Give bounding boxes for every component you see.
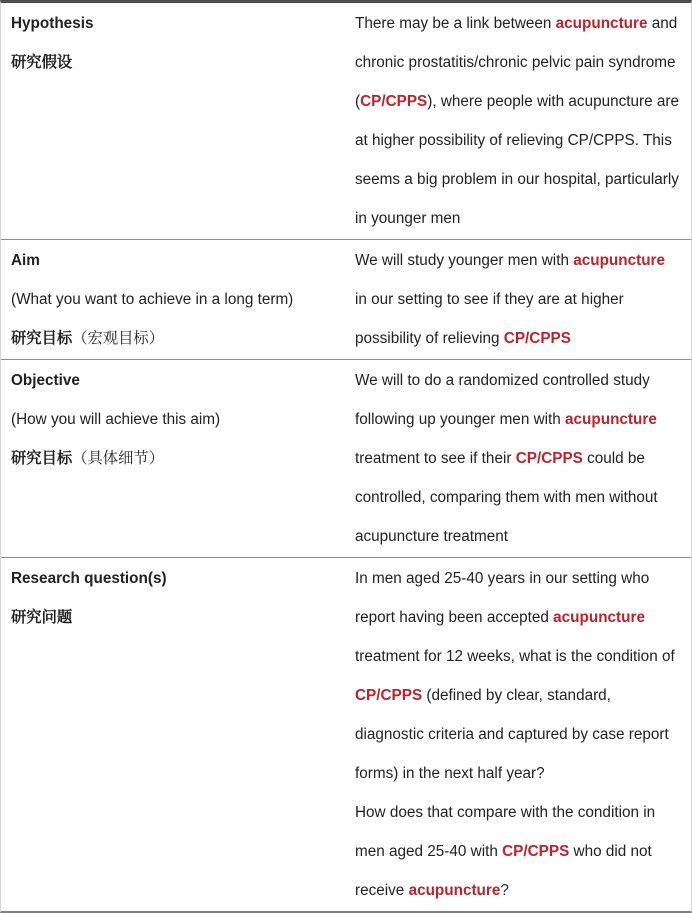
content-text: who did not receive: [355, 843, 652, 899]
content-paragraph: [355, 793, 681, 910]
row-label-research-questions: [1, 558, 346, 911]
content-text: ), where people with acupuncture are at higher possibility of relieving CP/CPPS. This seems a big problem in our hospital, particularly in younger men: [355, 93, 679, 227]
label-line: [11, 4, 334, 43]
row-content-hypothesis: [346, 3, 691, 239]
label-line: [11, 361, 334, 400]
table-row-research-questions: [1, 557, 691, 911]
label-text-bold: 研究问题: [11, 609, 73, 626]
content-text: We will to do a randomized controlled study following up younger men with: [355, 372, 650, 428]
content-text: could be controlled, comparing them with men without acupuncture treatment: [355, 450, 658, 545]
label-text-bold: Hypothesis: [11, 15, 94, 32]
label-text-bold: Objective: [11, 372, 80, 389]
highlighted-term: acupuncture: [573, 252, 666, 269]
row-content-aim: [346, 240, 691, 359]
table-row-aim: [1, 239, 691, 359]
highlighted-term: CP/CPPS: [355, 687, 423, 704]
content-text: (defined by clear, standard, diagnostic criteria and captured by case report forms) in the next half year?: [355, 687, 669, 782]
content-text: In men aged 25-40 years in our setting who report having been accepted: [355, 570, 650, 626]
content-text: We will study younger men with: [355, 252, 574, 269]
highlighted-term: acupuncture: [408, 882, 501, 899]
label-line: [11, 559, 334, 598]
highlighted-term: acupuncture: [565, 411, 657, 428]
highlighted-term: CP/CPPS: [515, 450, 583, 467]
highlighted-term: CP/CPPS: [503, 330, 571, 347]
highlighted-term: CP/CPPS: [360, 93, 428, 110]
label-text-bold: Aim: [11, 252, 40, 269]
label-text: (How you will achieve this aim): [11, 411, 221, 428]
label-text: （具体细节）: [72, 450, 164, 467]
label-line: [11, 439, 334, 478]
label-line: [11, 43, 334, 82]
label-text-bold: 研究假设: [11, 54, 73, 71]
row-label-hypothesis: [1, 3, 346, 239]
content-paragraph: [355, 559, 681, 793]
table-row-objective: [1, 359, 691, 557]
highlighted-term: CP/CPPS: [502, 843, 570, 860]
content-text: There may be a link between: [355, 15, 556, 32]
label-line: [11, 280, 334, 319]
label-line: [11, 598, 334, 637]
row-content-research-questions: [346, 558, 691, 911]
highlighted-term: acupuncture: [555, 15, 648, 32]
row-label-aim: [1, 240, 346, 359]
content-paragraph: [355, 4, 681, 238]
content-text: ?: [500, 882, 509, 899]
highlighted-term: acupuncture: [553, 609, 645, 626]
label-line: [11, 319, 334, 358]
content-text: How does that compare with the condition in men aged 25-40 with: [355, 804, 656, 860]
content-text: in our setting to see if they are at higher possibility of relieving: [355, 291, 624, 347]
label-text-bold: 研究目标: [11, 330, 73, 347]
content-paragraph: [355, 241, 681, 358]
table-row-hypothesis: [1, 3, 691, 239]
row-label-objective: [1, 360, 346, 557]
content-paragraph: [355, 361, 681, 556]
label-text-bold: 研究目标: [11, 450, 73, 467]
content-text: treatment for 12 weeks, what is the condition of: [355, 648, 675, 665]
label-line: [11, 400, 334, 439]
label-line: [11, 241, 334, 280]
row-content-objective: [346, 360, 691, 557]
label-text: （宏观目标）: [72, 330, 164, 347]
content-text: treatment to see if their: [355, 450, 516, 467]
label-text-bold: Research question(s): [11, 570, 167, 587]
content-text: and chronic prostatitis/chronic pelvic pain syndrome (: [355, 15, 678, 110]
label-text: (What you want to achieve in a long term): [11, 291, 294, 308]
